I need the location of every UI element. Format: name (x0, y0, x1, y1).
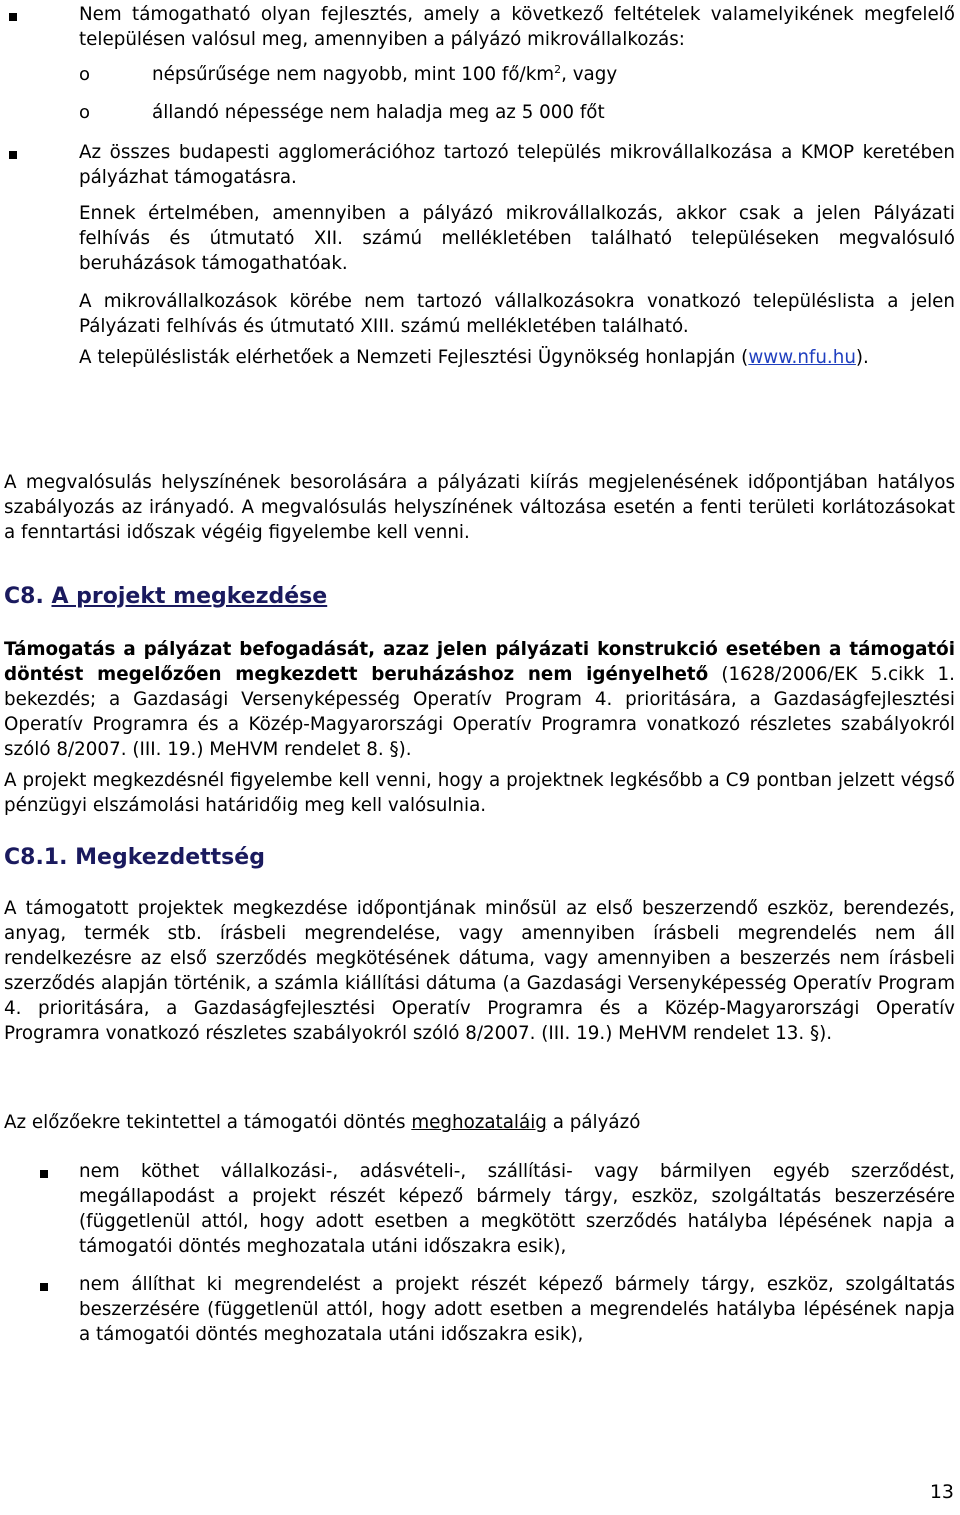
heading-number: C8. (4, 584, 44, 609)
heading-title: Megkezdettség (75, 845, 265, 870)
paragraph: A megvalósulás helyszínének besorolására a pályázati kiírás megjelenésének időpontjában hatályos szabályozás az irányadó. A megvalósulás helyszínének változása esetén a fenti területi korlátozásokat a fenntartási időszak végéig figyelembe kell venni. (4, 472, 955, 543)
bullet-text: Az összes budapesti agglomerációhoz tartozó település mikrovállalkozása a KMOP keretében pályázhat támogatásra. (79, 142, 955, 188)
website-paragraph (79, 345, 955, 370)
bullet-square-icon (40, 1283, 48, 1291)
underlined-text: meghozataláig (411, 1112, 547, 1133)
bold-text: Támogatás a pályázat befogadását, azaz jelen pályázati konstrukció esetében a támogatói döntést megelőzően megkezdett beruházáshoz nem igényelhető (4, 639, 955, 685)
paragraph-text: ). (855, 347, 869, 368)
paragraph (4, 637, 955, 762)
sub-bullet-marker: o (79, 64, 91, 85)
bullet-text: nem köthet vállalkozási-, adásvételi-, szállítási- vagy bármilyen egyéb szerződést, megállapodást a projekt részét képező bármely tárgy, eszköz, szolgáltatás beszerzésére (függetlenül attól, hogy adott esetben a megkötött szerződés hatályba lépésének napja a támogatói döntés meghozatala utáni időszakra esik), (79, 1161, 955, 1257)
sub-item-text: , vagy (561, 64, 618, 85)
superscript: 2 (554, 62, 562, 76)
bullet-text: Nem támogatható olyan fejlesztés, amely a következő feltételek valamelyikének megfelelő településen valósul meg, amennyiben a pályázó mikrovállalkozás: (79, 4, 955, 50)
sub-bullet-marker: o (79, 102, 91, 123)
paragraph-text: A településlisták elérhetőek a Nemzeti Fejlesztési Ügynökség honlapján ( (79, 347, 749, 368)
bullet-square-icon (9, 151, 17, 159)
heading-number: C8.1. (4, 845, 68, 870)
paragraph: A mikrovállalkozások körébe nem tartozó vállalkozásokra vonatkozó településlista a jelen Pályázati felhívás és útmutató XIII. számú mellékletében található. (79, 291, 955, 337)
subsection-heading (4, 845, 265, 870)
paragraph-text: a pályázó (546, 1112, 641, 1133)
paragraph: A támogatott projektek megkezdése időpontjának minősül az első beszerzendő eszköz, berendezés, anyag, termék stb. írásbeli megrendelése, vagy amennyiben írásbeli megrendelés nem áll rendelkezésre az első szerződés megkötésének dátuma, vagy amennyiben a beszerzés nem írásbeli szerződés alapján történik, a számla kiállítási dátuma (a Gazdasági Versenyképesség Operatív Program 4. prioritására, a Gazdaságfejlesztési Operatív Programra és a Közép-Magyarországi Operatív Programra vonatkozó részletes szabályokról szóló 8/2007. (III. 19.) MeHVM rendelet 13. §). (4, 898, 955, 1044)
heading-title: A projekt megkezdése (51, 584, 328, 609)
bullet-text: nem állíthat ki megrendelést a projekt részét képező bármely tárgy, eszköz, szolgáltatás beszerzésére (függetlenül attól, hogy adott esetben a megrendelés hatályba lépésének napja a támogatói döntés meghozatala utáni időszakra esik), (79, 1274, 955, 1345)
sub-item-text: népsűrűsége nem nagyobb, mint 100 fő/km (152, 64, 555, 85)
bullet-square-icon (40, 1170, 48, 1178)
paragraph: A projekt megkezdésnél figyelembe kell venni, hogy a projektnek legkésőbb a C9 pontban jelzett végső pénzügyi elszámolási határidőig meg kell valósulnia. (4, 770, 955, 816)
intro-line (4, 1110, 955, 1135)
section-heading (4, 584, 327, 609)
page-number: 13 (929, 1481, 954, 1503)
paragraph-text: Az előzőekre tekintettel a támogatói döntés (4, 1112, 412, 1133)
paragraph: Ennek értelmében, amennyiben a pályázó mikrovállalkozás, akkor csak a jelen Pályázati felhívás és útmutató XII. számú mellékletében található településeken megvalósuló beruházások támogathatóak. (79, 203, 955, 274)
paragraph-text: (1628/2006/EK 5.cikk 1. bekezdés; a Gazdasági Versenyképesség Operatív Program 4. prioritására, a Gazdaságfejlesztési Operatív Programra és a Közép-Magyarországi Operatív Programra vonatkozó részletes szabályokról szóló 8/2007. (III. 19.) MeHVM rendelet 8. §). (4, 664, 955, 760)
nfu-link[interactable]: www.nfu.hu (748, 347, 856, 368)
sub-item: állandó népessége nem haladja meg az 5 000 főt (152, 102, 605, 123)
bullet-square-icon (9, 13, 17, 21)
sub-item (152, 62, 952, 87)
